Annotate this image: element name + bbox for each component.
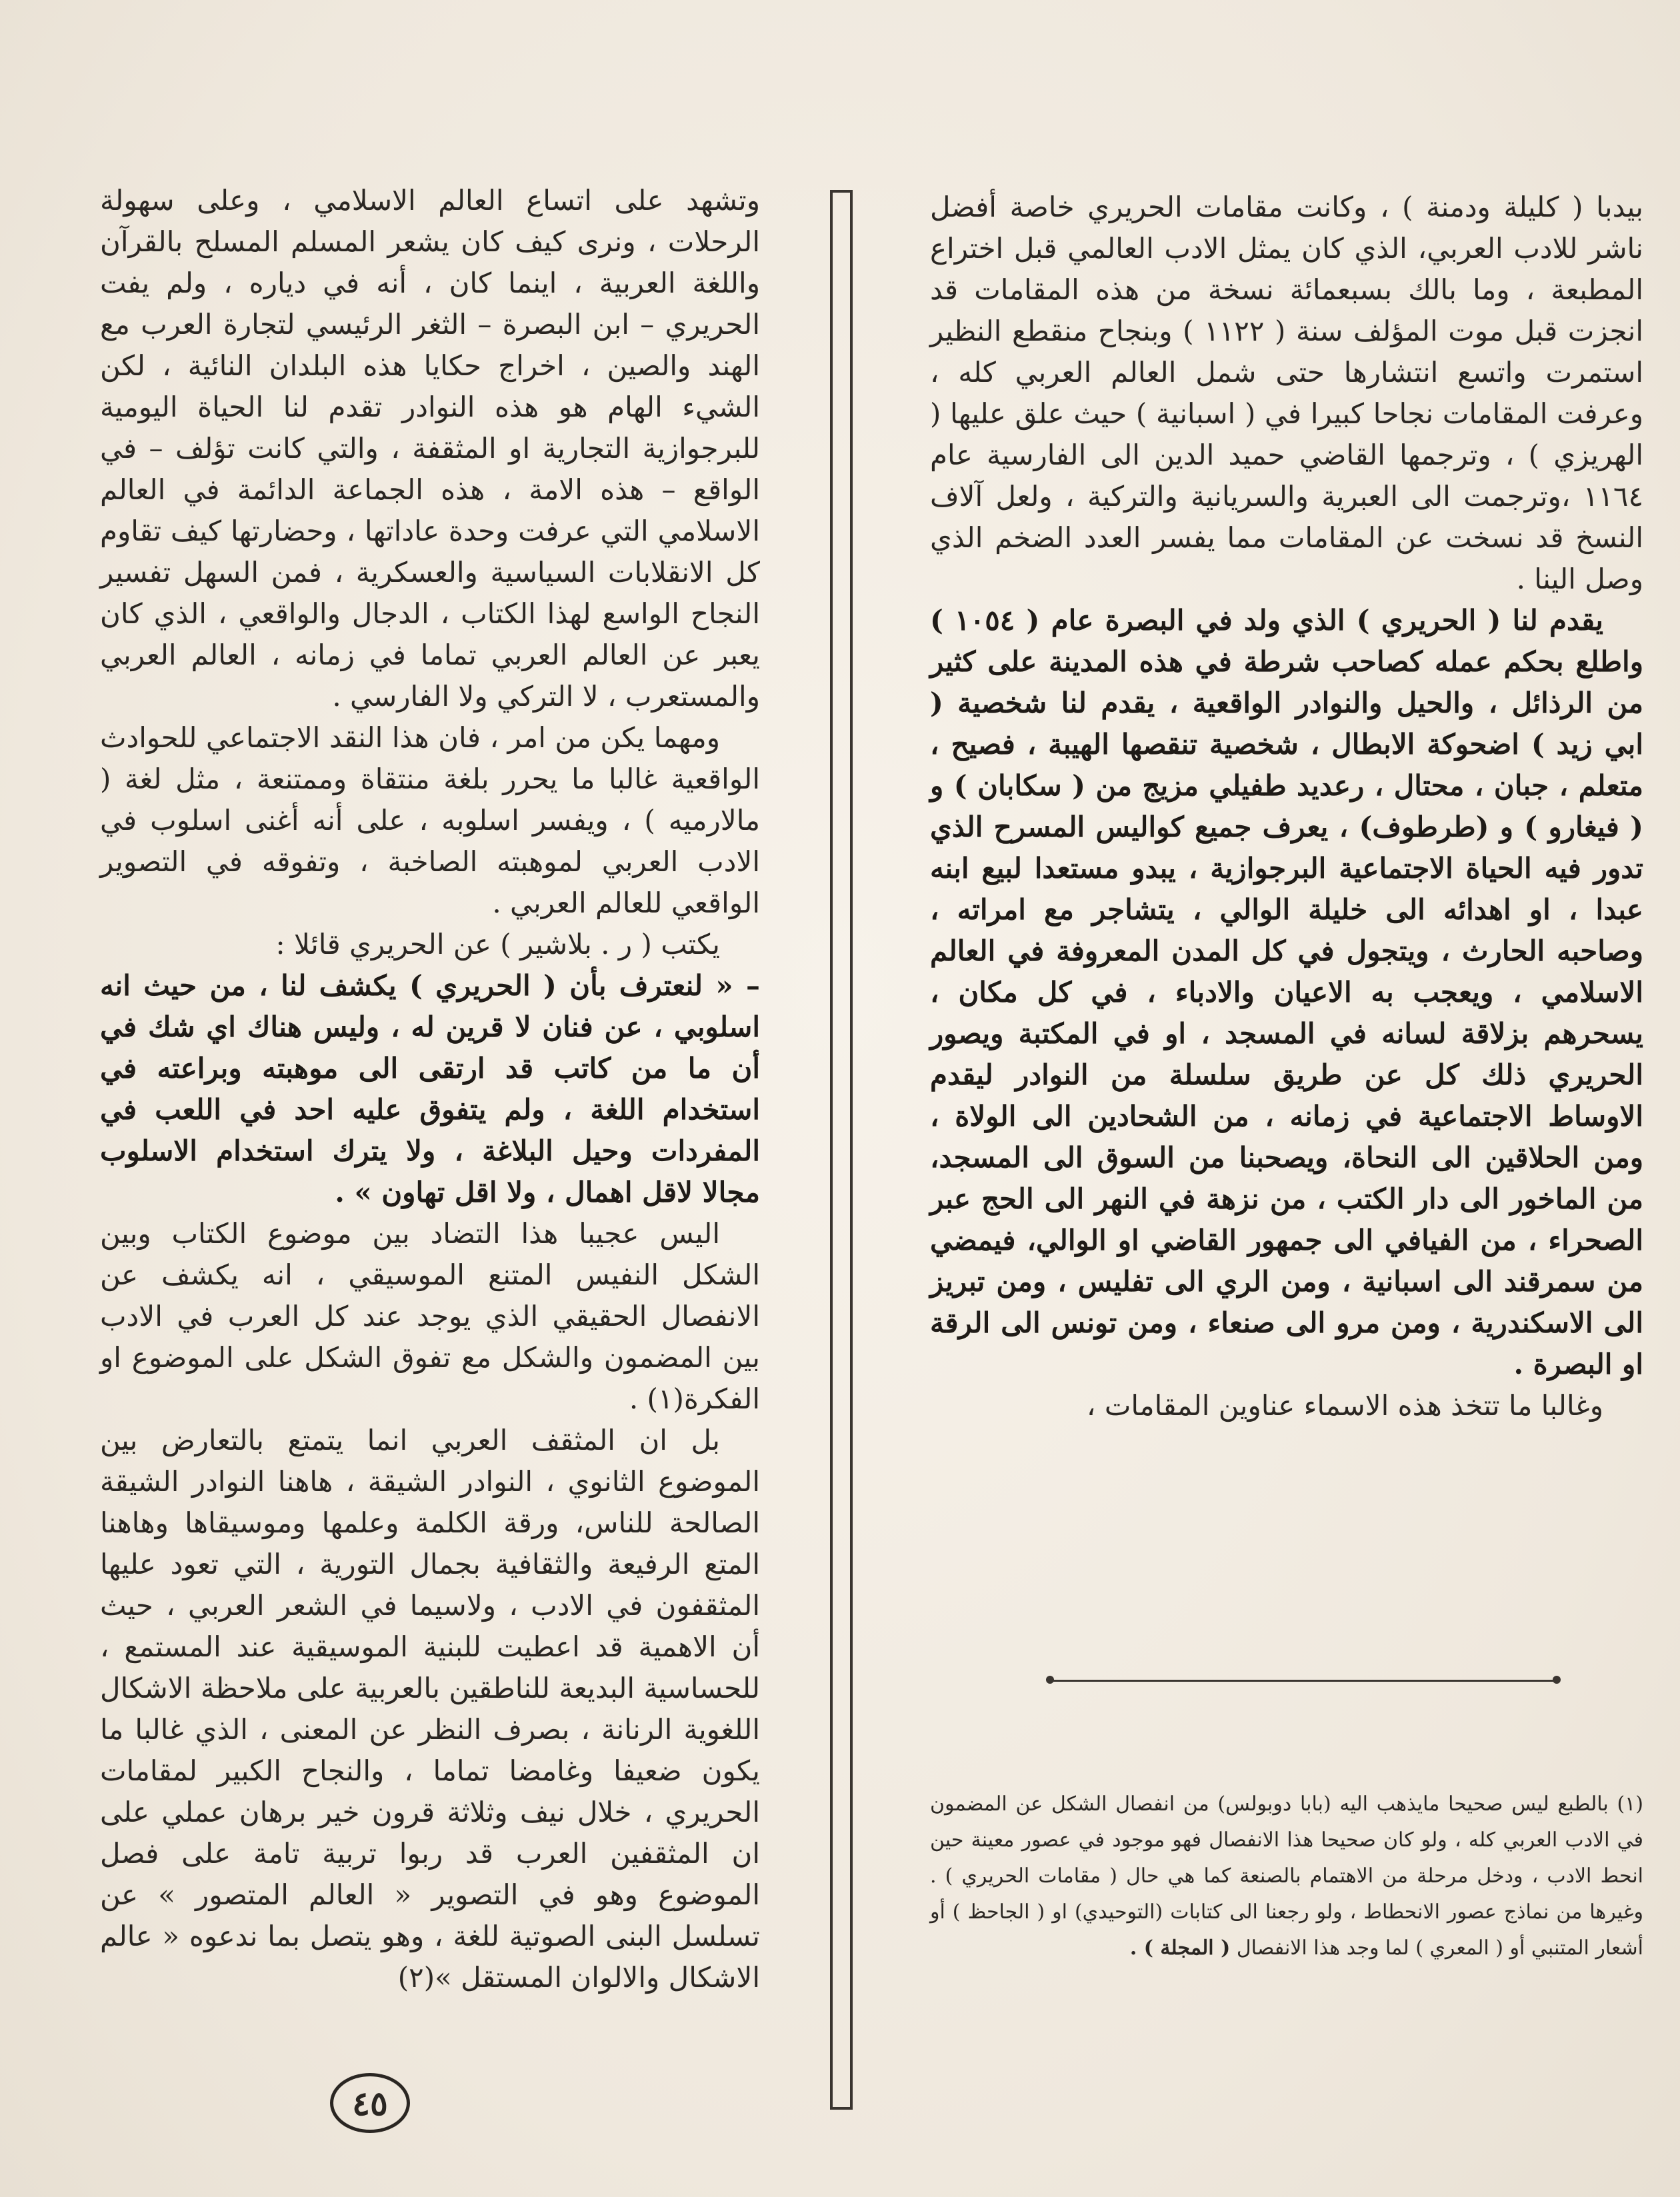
column-divider xyxy=(830,190,853,2110)
paragraph-blachere-intro: يكتب ( ر . بلاشير ) عن الحريري قائلا : xyxy=(275,928,720,961)
blachere-quote: – « لنعترف بأن ( الحريري ) يكشف لنا ، من حيث انه اسلوبي ، عن فنان لا قرين له ، وليس هناك اي شك في أن ما من كاتب قد ارتقى الى موهبته وبراعته في استخدام اللغة ، ولم يتفوق عليه احد في اللعب في المفردات وحيل البلاغة ، ولا يترك استخدام الاسلوب مجالا لاقل اهمال ، ولا اقل تهاون » . xyxy=(100,969,760,1208)
paragraph-hariri-abu-zayd: يقدم لنا ( الحريري ) الذي ولد في البصرة عام ( ١٠٥٤ ) واطلع بحكم عمله كصاحب شرطة في هذه المدينة على كثير من الرذائل ، والحيل والنوادر الواقعية ، يقدم لنا شخصية ( ابي زيد ) اضحوكة الابطال ، شخصية تنقصها الهيبة ، فصيح ، متعلم ، جبان ، محتال ، رعديد طفيلي مزيج من ( سكابان ) و ( فيغارو ) و (طرطوف) ، يعرف جميع كواليس المسرح الذي تدور فيه الحياة الاجتماعية البرجوازية ، يبدو مستعدا لبيع ابنه عبدا ، او اهدائه الى خليلة الوالي ، يتشاجر مع امراته ، وصاحبه الحارث ، ويتجول في كل المدن المعروفة في العالم الاسلامي ، ويعجب به الاعيان والادباء ، في كل مكان ، يسحرهم بزلاقة لسانه في المسجد ، او في المكتبة ويصور الحريري ذلك كل عن طريق سلسلة من النوادر ليقدم الاوساط الاجتماعية في زمانه ، من الشحادين الى الولاة ، ومن الحلاقين الى النحاة، ويصحبنا من السوق الى المسجد، من الماخور الى دار الكتب ، من نزهة في النهر الى الحج عبر الصحراء ، من الفيافي الى جمهور القاضي او الوالي، فيمضي من سمرقند الى اسبانية ، ومن الري الى تفليس ، ومن تبريز الى الاسكندرية ، ومن مرو الى صنعاء ، ومن تونس الى الرقة او البصرة . xyxy=(930,604,1643,1380)
left-column xyxy=(100,180,760,1998)
right-column xyxy=(930,187,1643,1426)
paragraph-maqamat-spread: بيدبا ( كليلة ودمنة ) ، وكانت مقامات الحريري خاصة أفضل ناشر للادب العربي، الذي كان يمثل الادب العالمي قبل اختراع المطبعة ، وما بالك بسبعمائة نسخة من هذه المقامات قد انجزت قبل موت المؤلف سنة ( ١١٢٢ ) وبنجاح منقطع النظير استمرت واتسع انتشارها حتى شمل العالم العربي كله ، وعرفت المقامات نجاحا كبيرا في ( اسبانية ) حيث علق عليها ( الهريزي ) ، وترجمها القاضي حميد الدين الى الفارسية عام ١١٦٤ ،وترجمت الى العبرية والسريانية والتركية ، ولعل آلاف النسخ قد نسخت عن المقامات مما يفسر العدد الضخم الذي وصل الينا . xyxy=(930,191,1643,595)
footnote-separator xyxy=(1050,1680,1557,1682)
footnote xyxy=(930,1786,1643,1966)
footnote-text: (١) بالطبع ليس صحيحا مايذهب اليه (بابا دوبولس) من انفصال الشكل عن المضمون في الادب العربي كله ، ولو كان صحيحا هذا الانفصال فهو موجود في عصور معينة حين انحط الادب ، ودخل مرحلة من الاهتمام بالصنعة كما هي حال ( مقامات الحريري ) . وغيرها من نماذج عصور الانحطاط ، ولو رجعنا الى كتابات (التوحيدي) او ( الجاحظ ) أو أشعار المتنبي أو ( المعري ) لما وجد هذا الانفصال xyxy=(930,1792,1643,1960)
page-number xyxy=(330,2073,410,2133)
footnote-signature: ( المجلة ) . xyxy=(1129,1936,1231,1960)
paragraph-form-content: اليس عجيبا هذا التضاد بين موضوع الكتاب وبين الشكل النفيس المتنع الموسيقي ، انه يكشف عن الانفصال الحقيقي الذي يوجد عند كل العرب في الادب بين المضمون والشكل مع تفوق الشكل على الموضوع او الفكرة(١) . xyxy=(100,1217,760,1415)
paragraph-maqamat-titles: وغالبا ما تتخذ هذه الاسماء عناوين المقامات ، xyxy=(1086,1389,1603,1422)
paragraph-social-critique: ومهما يكن من امر ، فان هذا النقد الاجتماعي للحوادث الواقعية غالبا ما يحرر بلغة منتقاة وممتنعة ، مثل لغة ( مالارميه ) ، ويفسر اسلوبه ، على أنه أغنى اسلوب في الادب العربي لموهبته الصاخبة ، وتفوقه في التصوير الواقعي للعالم العربي . xyxy=(100,721,760,919)
paragraph-arab-intellectual: بل ان المثقف العربي انما يتمتع بالتعارض بين الموضوع الثانوي ، النوادر الشيقة ، هاهنا النوادر الشيقة الصالحة للناس، ورقة الكلمة وعلمها وموسيقاها وهاهنا المتع الرفيعة والثقافية بجمال التورية ، التي تعود عليها المثقفون في الادب ، ولاسيما في الشعر العربي ، حيث أن الاهمية قد اعطيت للبنية الموسيقية عند المستمع ، للحساسية البديعة للناطقين بالعربية على ملاحظة الاشكال اللغوية الرنانة ، بصرف النظر عن المعنى ، الذي غالبا ما يكون ضعيفا وغامضا تماما ، والنجاح الكبير لمقامات الحريري ، خلال نيف وثلاثة قرون خير برهان عملي على ان المثقفين العرب قد ربوا تربية تامة على فصل الموضوع وهو في التصوير « العالم المتصور » عن تسلسل البنى الصوتية للغة ، وهو يتصل بما ندعوه « عالم الاشكال والالوان المستقل »(٢) xyxy=(100,1424,760,1994)
paragraph-islamic-world: وتشهد على اتساع العالم الاسلامي ، وعلى سهولة الرحلات ، ونرى كيف كان يشعر المسلم المسلح بالقرآن واللغة العربية ، اينما كان ، أنه في دياره ، ولم يفت الحريري – ابن البصرة – الثغر الرئيسي لتجارة العرب مع الهند والصين ، اخراج حكايا هذه البلدان النائية ، لكن الشيء الهام هو هذه النوادر تقدم لنا الحياة اليومية للبرجوازية التجارية او المثقفة ، والتي كانت تؤلف – في الواقع – هذه الامة ، هذه الجماعة الدائمة في العالم الاسلامي التي عرفت وحدة عاداتها ، وحضارتها كيف تقاوم كل الانقلابات السياسية والعسكرية ، فمن السهل تفسير النجاح الواسع لهذا الكتاب ، الدجال والواقعي ، الذي كان يعبر عن العالم العربي تماما في زمانه ، العالم العربي والمستعرب ، لا التركي ولا الفارسي . xyxy=(100,184,760,713)
page-number-text: ٤٥ xyxy=(352,2083,388,2123)
